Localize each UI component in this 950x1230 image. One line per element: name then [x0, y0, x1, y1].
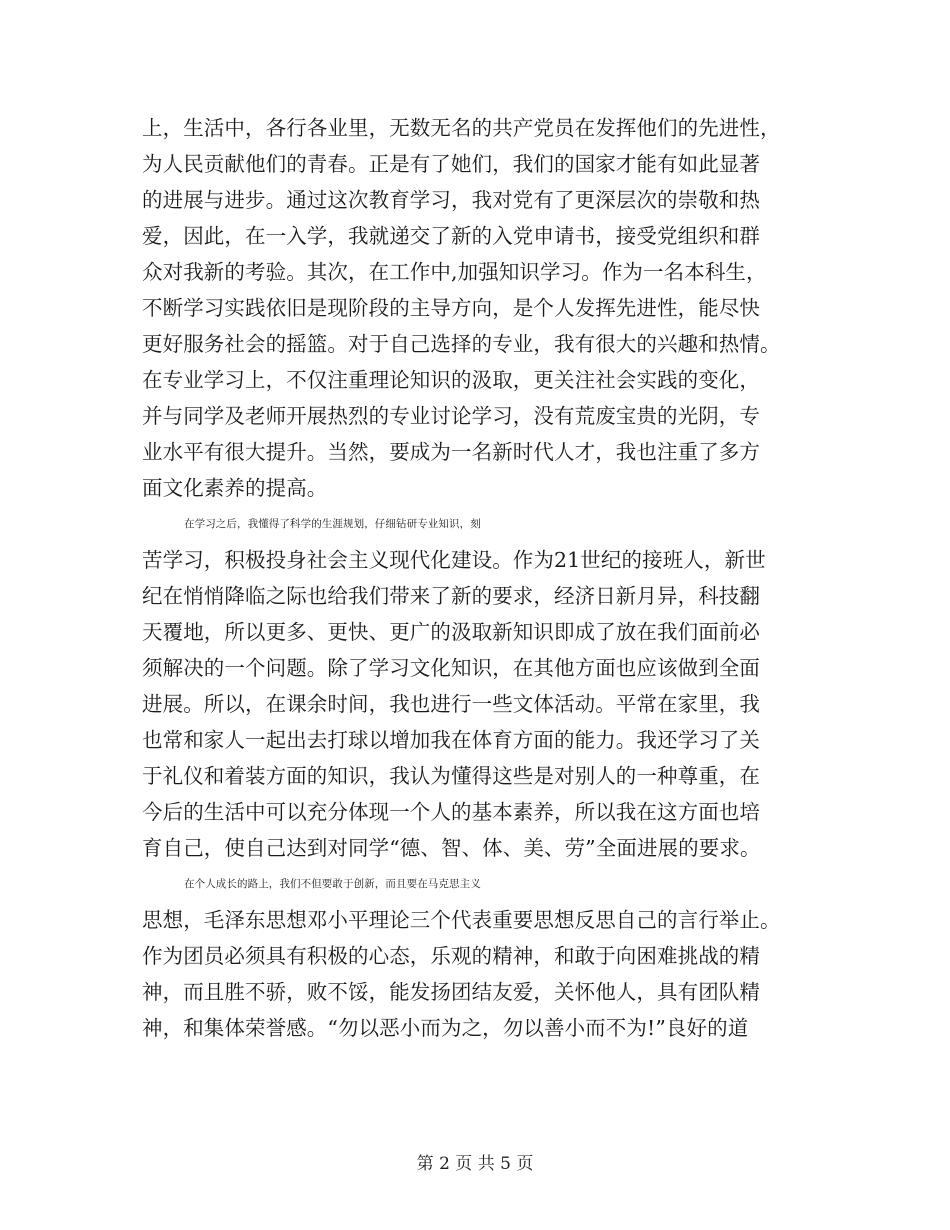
text-line: 不断学习实践依旧是现阶段的主导方向，是个人发挥先进性，能尽快 [142, 296, 760, 320]
text-line: 神，和集体荣誉感。“勿以恶小而为之，勿以善小而不为!”良好的道 [142, 1016, 749, 1040]
text-line: 爱，因此，在一入学，我就递交了新的入党申请书，接受党组织和群 [142, 224, 760, 248]
text-line: 业水平有很大提升。当然，要成为一名新时代人才，我也注重了多方 [142, 440, 760, 464]
text-line: 育自己，使自己达到对同学“德、智、体、美、劳”全面进展的要求。 [142, 836, 761, 860]
text-line: 的进展与进步。通过这次教育学习，我对党有了更深层次的崇敬和热 [142, 188, 760, 212]
text-line: 进展。所以，在课余时间，我也进行一些文体活动。平常在家里，我 [142, 692, 760, 716]
text-line: 上，生活中，各行各业里，无数无名的共产党员在发挥他们的先进性， [142, 116, 781, 140]
text-line: 天覆地，所以更多、更快、更广的汲取新知识即成了放在我们面前必 [142, 620, 760, 644]
text-line: 今后的生活中可以充分体现一个人的基本素养，所以我在这方面也培 [142, 800, 760, 824]
text-line: 纪在悄悄降临之际也给我们带来了新的要求，经济日新月异，科技翻 [142, 584, 760, 608]
text-line: 面文化素养的提高。 [142, 476, 328, 500]
text-line: 须解决的一个问题。除了学习文化知识，在其他方面也应该做到全面 [142, 656, 760, 680]
text-line: 苦学习，积极投身社会主义现代化建设。作为21世纪的接班人，新世 [142, 548, 766, 572]
text-line: 作为团员必须具有积极的心态，乐观的精神，和敢于向困难挑战的精 [142, 944, 760, 968]
page-footer: 第 2 页 共 5 页 [416, 1154, 534, 1174]
text-line: 于礼仪和着装方面的知识，我认为懂得这些是对别人的一种尊重，在 [142, 764, 760, 788]
text-line: 更好服务社会的摇篮。对于自己选择的专业，我有很大的兴趣和热情。 [142, 332, 781, 356]
text-line: 也常和家人一起出去打球以增加我在体育方面的能力。我还学习了关 [142, 728, 760, 752]
text-line: 为人民贡献他们的青春。正是有了她们，我们的国家才能有如此显著 [142, 152, 760, 176]
text-line: 神，而且胜不骄，败不馁，能发扬团结友爱，关怀他人，具有团队精 [142, 980, 760, 1004]
text-line: 众对我新的考验。其次，在工作中,加强知识学习。作为一名本科生， [142, 260, 767, 284]
paragraph-first-line: 在个人成长的路上，我们不但要敢于创新，而且要在马克思主义 [184, 878, 481, 890]
body-text [142, 110, 812, 1046]
text-line: 在专业学习上，不仅注重理论知识的汲取，更关注社会实践的变化， [142, 368, 760, 392]
text-line: 思想，毛泽东思想邓小平理论三个代表重要思想反思自己的言行举止。 [142, 908, 781, 932]
text-line: 并与同学及老师开展热烈的专业讨论学习，没有荒废宝贵的光阴，专 [142, 404, 760, 428]
paragraph-first-line: 在学习之后，我懂得了科学的生涯规划，仔细钻研专业知识，刻 [184, 518, 481, 530]
